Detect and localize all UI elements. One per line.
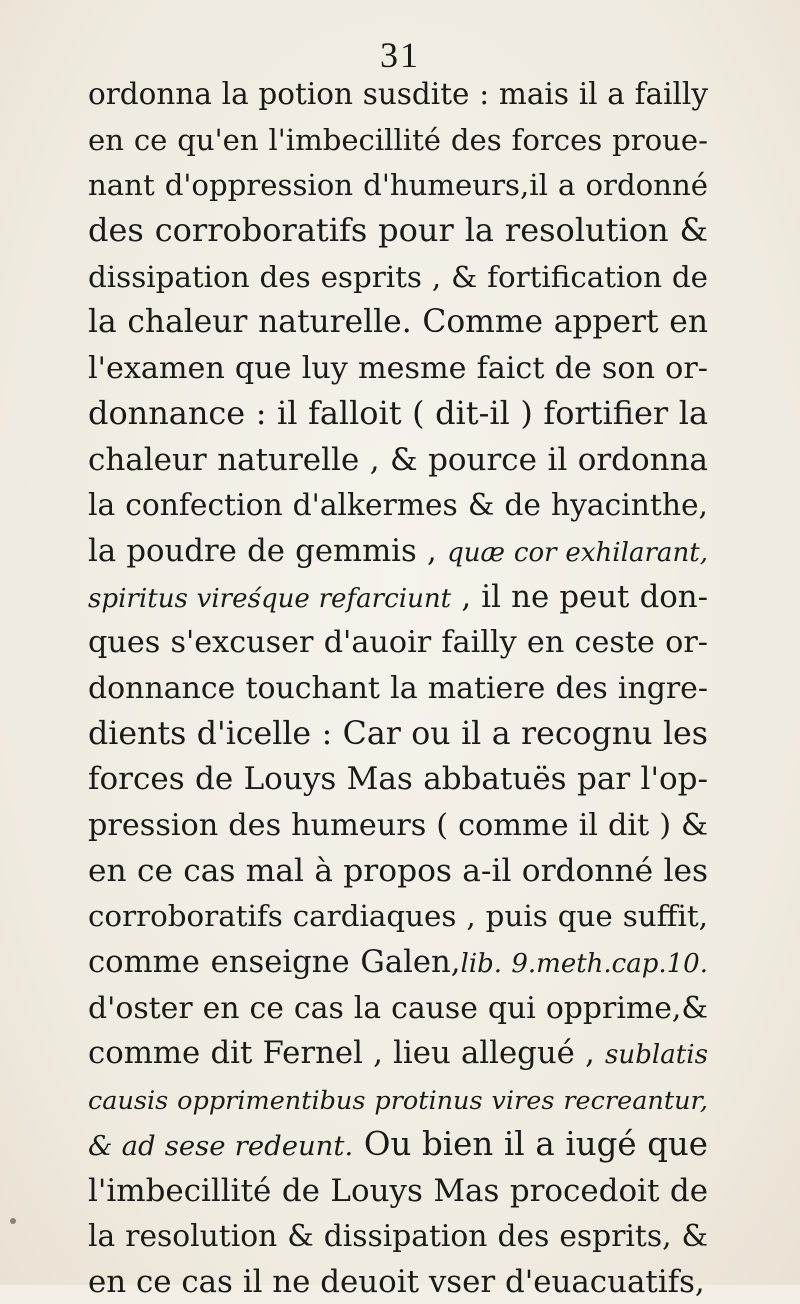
- text-run: chaleur naturelle , & pource il ordonna: [88, 441, 708, 478]
- text-run: l'imbecillité de Louys Mas procedoit de: [88, 1172, 708, 1209]
- text-run: comme enseigne Galen,: [88, 945, 461, 981]
- italic-text: quæ cor exhilarant,: [447, 537, 708, 568]
- text-line: [88, 116, 708, 162]
- text-run: dients d'icelle : Car ou il a recognu les: [88, 715, 708, 752]
- italic-text: & ad sese redeunt.: [88, 1129, 354, 1162]
- text-line: [88, 70, 708, 116]
- text-line: [88, 755, 708, 801]
- text-line: [88, 344, 708, 390]
- body-text: [88, 70, 708, 1304]
- text-line: [88, 1212, 708, 1258]
- page-number: 31: [380, 35, 420, 75]
- text-line: [88, 618, 708, 664]
- italic-text: spiritus vireśque refarciunt: [88, 583, 452, 614]
- text-run: la chaleur naturelle. Comme appert en: [88, 304, 708, 341]
- text-run: la confection d'alkermes & de hyacinthe,: [88, 488, 708, 524]
- italic-text: sublatis: [605, 1040, 708, 1071]
- text-line: [88, 573, 708, 619]
- text-run: ordonna la potion susdite : mais il a failly: [88, 77, 708, 111]
- text-line: [88, 710, 708, 756]
- text-run: dissipation des esprits , & fortification de: [88, 259, 708, 294]
- text-run: des corroboratifs pour la resolution &: [88, 211, 708, 250]
- italic-text: causis opprimentibus protinus vires recreantur,: [88, 1086, 708, 1117]
- text-line: [88, 984, 708, 1030]
- text-line: [88, 207, 708, 253]
- italic-text: lib. 9.meth.cap.10.: [460, 949, 708, 980]
- text-run: Ou bien il a iugé que: [353, 1124, 708, 1163]
- text-line: [88, 1121, 708, 1167]
- text-run: forces de Louys Mas abbatuës par l'op-: [88, 761, 708, 798]
- text-run: pression des humeurs ( comme il dit ) &: [88, 808, 708, 843]
- text-run: la poudre de gemmis ,: [88, 533, 448, 569]
- text-run: nant d'oppression d'humeurs,il a ordonné: [88, 168, 708, 203]
- text-run: d'oster en ce cas la cause qui opprime,&: [88, 990, 708, 1026]
- text-run: donnance : il falloit ( dit-il ) fortifier la: [88, 393, 708, 432]
- text-line: [88, 892, 708, 938]
- text-line: [88, 436, 708, 482]
- text-line: [88, 1029, 708, 1075]
- text-run: donnance touchant la matiere des ingre-: [88, 670, 708, 706]
- text-line: [88, 801, 708, 847]
- text-line: [88, 527, 708, 573]
- text-run: , il ne peut don-: [451, 578, 708, 615]
- text-line: [88, 298, 708, 344]
- text-line: [88, 1258, 708, 1304]
- text-run: comme dit Fernel , lieu allegué ,: [88, 1035, 606, 1072]
- text-line: [88, 847, 708, 893]
- text-line: [88, 938, 708, 984]
- margin-dot: [10, 1218, 16, 1224]
- text-line: [88, 253, 708, 299]
- text-run: en ce qu'en l'imbecillité des forces proue-: [88, 122, 708, 157]
- text-line: [88, 1075, 708, 1121]
- text-run: en ce cas il ne deuoit vser d'euacuatifs,: [88, 1263, 705, 1300]
- text-line: [88, 390, 708, 436]
- text-line: [88, 1167, 708, 1213]
- text-run: en ce cas mal à propos a-il ordonné les: [88, 852, 708, 889]
- text-run: ques s'excuser d'auoir failly en ceste or-: [88, 625, 708, 661]
- text-line: [88, 481, 708, 527]
- text-run: la resolution & dissipation des esprits, &: [88, 1219, 708, 1255]
- text-run: corroboratifs cardiaques , puis que suffit,: [88, 899, 708, 934]
- text-line: [88, 664, 708, 710]
- text-run: l'examen que luy mesme faict de son or-: [88, 351, 708, 387]
- text-line: [88, 161, 708, 207]
